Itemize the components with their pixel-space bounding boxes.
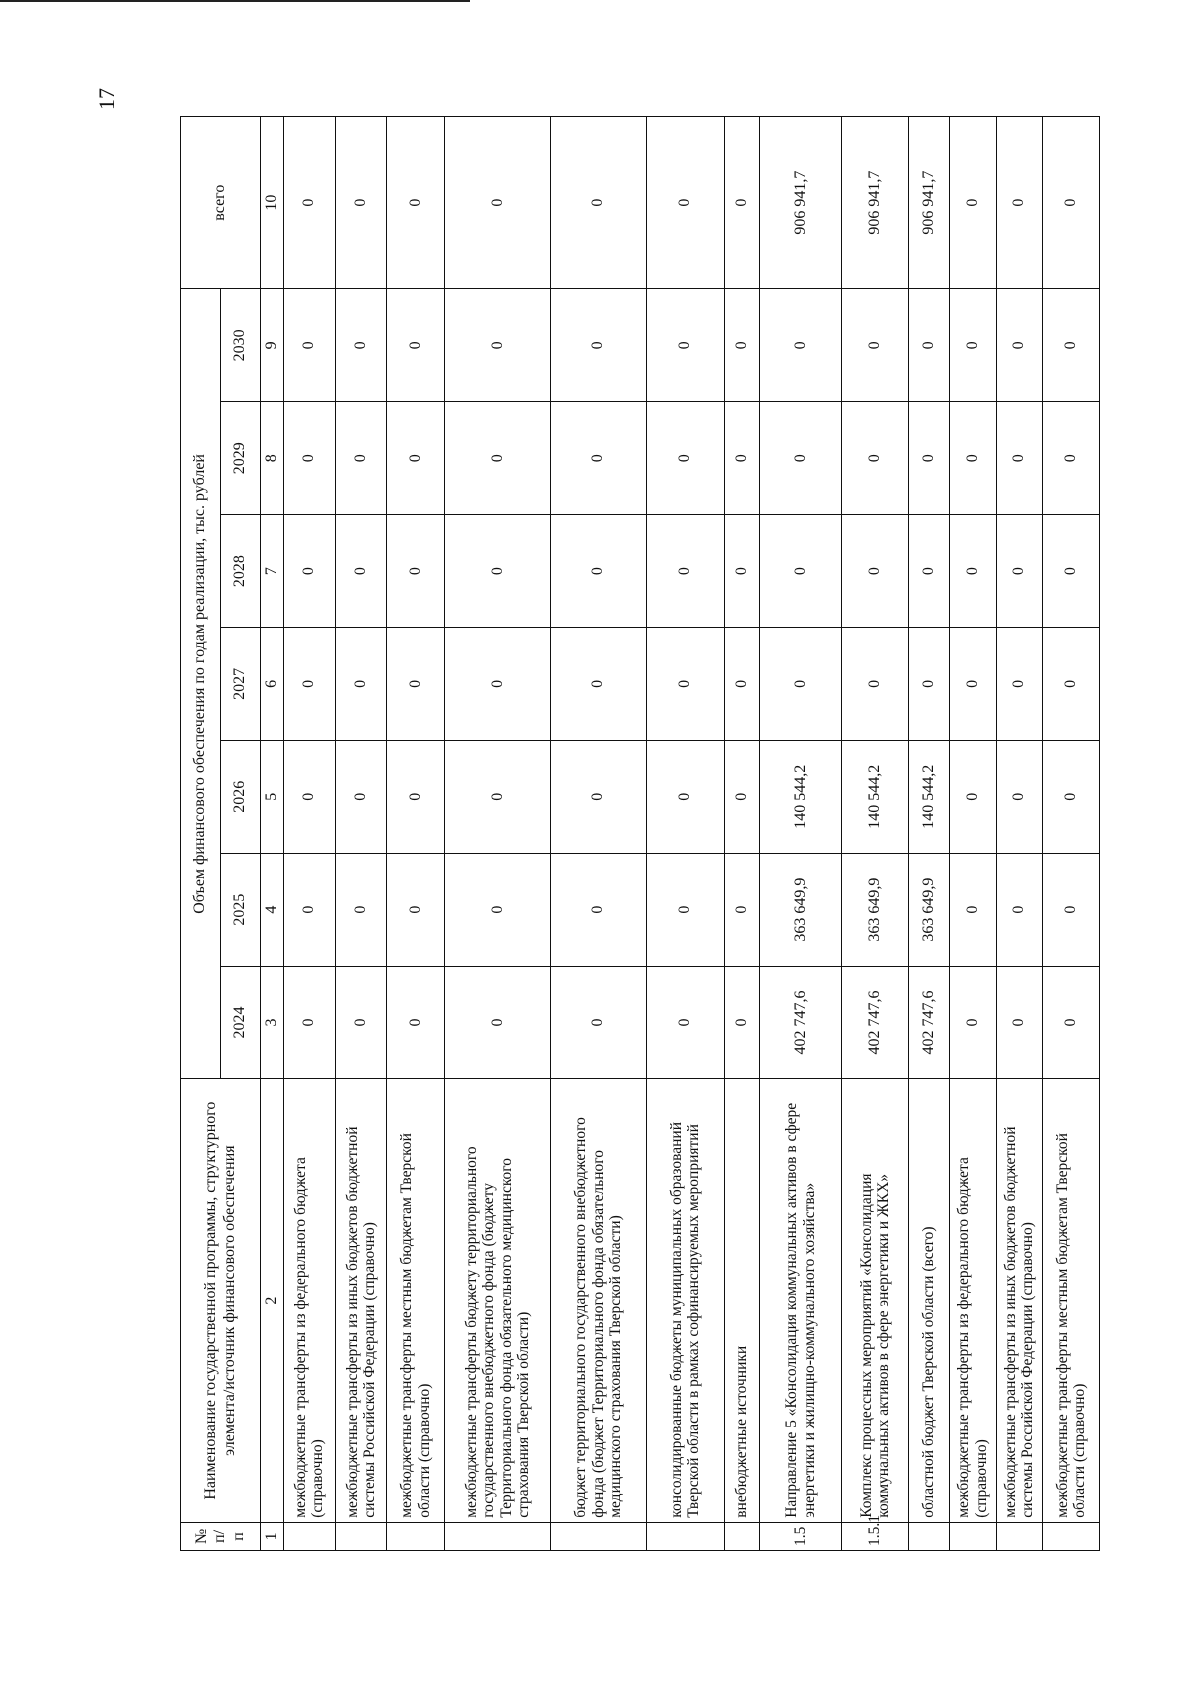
table-row xyxy=(759,117,842,1551)
row-name: межбюджетные трансферты местным бюджетам Тверской области (справочно) xyxy=(387,1079,445,1522)
row-name: межбюджетные трансферты из иных бюджетов бюджетной системы Российской Федерации (справочно) xyxy=(996,1079,1043,1522)
table-row xyxy=(550,117,646,1551)
row-value: 0 xyxy=(335,853,387,966)
scan-edge-line xyxy=(0,0,470,2)
row-name: межбюджетные трансферты из федерального бюджета (справочно) xyxy=(949,1079,996,1522)
row-value: 0 xyxy=(996,740,1043,853)
header-name: Наименование государственной программы, структурного элемента/источник финансового обеспечения xyxy=(181,1079,261,1522)
row-value: 0 xyxy=(387,627,445,740)
row-name: Направление 5 «Консолидация коммунальных активов в сфере энергетики и жилищно-коммунального хозяйства» xyxy=(759,1079,842,1522)
row-value: 0 xyxy=(842,402,908,515)
table-row xyxy=(842,117,908,1551)
row-total: 0 xyxy=(335,117,387,289)
row-value: 0 xyxy=(387,853,445,966)
row-value: 0 xyxy=(724,740,759,853)
row-value: 0 xyxy=(842,515,908,628)
row-value: 0 xyxy=(335,627,387,740)
row-value: 0 xyxy=(1043,853,1100,966)
row-value: 0 xyxy=(996,627,1043,740)
row-value: 0 xyxy=(949,740,996,853)
row-value: 0 xyxy=(335,740,387,853)
row-value: 0 xyxy=(724,515,759,628)
row-value: 0 xyxy=(949,402,996,515)
row-value: 0 xyxy=(284,853,336,966)
table-row xyxy=(908,117,949,1551)
column-number: 1 xyxy=(261,1522,284,1550)
row-value: 0 xyxy=(284,289,336,402)
row-total: 906 941,7 xyxy=(842,117,908,289)
row-value: 0 xyxy=(996,515,1043,628)
row-value: 0 xyxy=(908,515,949,628)
row-value: 0 xyxy=(445,289,550,402)
row-name: областной бюджет Тверской области (всего) xyxy=(908,1079,949,1522)
column-number: 10 xyxy=(261,117,284,289)
table-row xyxy=(949,117,996,1551)
row-value: 140 544,2 xyxy=(842,740,908,853)
column-number: 6 xyxy=(261,627,284,740)
row-value: 0 xyxy=(647,289,725,402)
row-value: 140 544,2 xyxy=(759,740,842,853)
row-name: внебюджетные источники xyxy=(724,1079,759,1522)
row-value: 0 xyxy=(387,289,445,402)
row-num: 1.5.1 xyxy=(842,1522,908,1550)
row-value: 363 649,9 xyxy=(759,853,842,966)
row-value: 0 xyxy=(445,966,550,1079)
row-value: 0 xyxy=(908,289,949,402)
row-total: 906 941,7 xyxy=(759,117,842,289)
row-value: 0 xyxy=(284,515,336,628)
row-value: 0 xyxy=(387,966,445,1079)
row-name: межбюджетные трансферты бюджету территориального государственного внебюджетного фонда (бюджету Территориального фонда обязательного медицинского страхования Тверской области) xyxy=(445,1079,550,1522)
row-value: 0 xyxy=(759,627,842,740)
row-value: 0 xyxy=(724,853,759,966)
row-num: 1.5 xyxy=(759,1522,842,1550)
row-num xyxy=(1043,1522,1100,1550)
row-value: 0 xyxy=(550,853,646,966)
row-name: бюджет территориального государственного внебюджетного фонда (бюджет Территориального фонда обязательного медицинского страхования Тверской области) xyxy=(550,1079,646,1522)
row-num xyxy=(335,1522,387,1550)
row-value: 0 xyxy=(908,402,949,515)
row-value: 363 649,9 xyxy=(908,853,949,966)
column-number: 9 xyxy=(261,289,284,402)
row-value: 0 xyxy=(1043,740,1100,853)
column-number-row xyxy=(261,117,284,1551)
row-value: 0 xyxy=(335,966,387,1079)
row-value: 0 xyxy=(949,627,996,740)
row-value: 0 xyxy=(724,402,759,515)
row-value: 363 649,9 xyxy=(842,853,908,966)
row-value: 0 xyxy=(445,627,550,740)
header-funding: Объем финансового обеспечения по годам реализации, тыс. рублей xyxy=(181,289,221,1079)
row-value: 0 xyxy=(335,402,387,515)
row-total: 906 941,7 xyxy=(908,117,949,289)
page-number: 17 xyxy=(94,88,119,110)
row-value: 0 xyxy=(759,402,842,515)
table-row xyxy=(647,117,725,1551)
row-value: 0 xyxy=(1043,289,1100,402)
row-value: 0 xyxy=(445,402,550,515)
row-value: 0 xyxy=(724,966,759,1079)
column-number: 4 xyxy=(261,853,284,966)
row-total: 0 xyxy=(996,117,1043,289)
row-value: 0 xyxy=(949,515,996,628)
row-value: 0 xyxy=(335,289,387,402)
row-num xyxy=(949,1522,996,1550)
row-name: межбюджетные трансферты местным бюджетам Тверской области (справочно) xyxy=(1043,1079,1100,1522)
column-number: 8 xyxy=(261,402,284,515)
row-value: 0 xyxy=(647,853,725,966)
row-num xyxy=(445,1522,550,1550)
row-value: 0 xyxy=(445,515,550,628)
row-num xyxy=(908,1522,949,1550)
column-number: 2 xyxy=(261,1079,284,1522)
row-value: 0 xyxy=(550,627,646,740)
row-value: 0 xyxy=(550,740,646,853)
column-number: 5 xyxy=(261,740,284,853)
row-value: 0 xyxy=(1043,515,1100,628)
row-value: 0 xyxy=(842,289,908,402)
row-value: 0 xyxy=(550,402,646,515)
row-value: 0 xyxy=(759,515,842,628)
row-num xyxy=(724,1522,759,1550)
table-row xyxy=(335,117,387,1551)
row-value: 0 xyxy=(724,289,759,402)
row-num xyxy=(284,1522,336,1550)
header-year: 2024 xyxy=(221,966,261,1079)
financing-table xyxy=(180,116,1100,1551)
row-value: 0 xyxy=(550,515,646,628)
row-value: 0 xyxy=(996,402,1043,515)
row-value: 0 xyxy=(284,402,336,515)
row-total: 0 xyxy=(647,117,725,289)
row-value: 402 747,6 xyxy=(759,966,842,1079)
row-value: 402 747,6 xyxy=(842,966,908,1079)
row-total: 0 xyxy=(724,117,759,289)
row-value: 0 xyxy=(1043,627,1100,740)
row-value: 0 xyxy=(949,966,996,1079)
row-value: 0 xyxy=(647,966,725,1079)
row-value: 0 xyxy=(996,289,1043,402)
row-name: Комплекс процессных мероприятий «Консолидация коммунальных активов в сфере энергетики и ЖКХ» xyxy=(842,1079,908,1522)
table-row xyxy=(996,117,1043,1551)
row-value: 0 xyxy=(550,289,646,402)
row-value: 0 xyxy=(387,402,445,515)
row-value: 0 xyxy=(284,740,336,853)
row-value: 0 xyxy=(387,515,445,628)
header-year: 2025 xyxy=(221,853,261,966)
row-num xyxy=(996,1522,1043,1550)
row-value: 0 xyxy=(445,853,550,966)
row-total: 0 xyxy=(949,117,996,289)
header-year: 2030 xyxy=(221,289,261,402)
row-num xyxy=(647,1522,725,1550)
row-name: межбюджетные трансферты из федерального бюджета (справочно) xyxy=(284,1079,336,1522)
row-value: 0 xyxy=(387,740,445,853)
rotated-table-wrapper xyxy=(180,116,1100,1551)
header-total: всего xyxy=(181,117,261,289)
header-year: 2029 xyxy=(221,402,261,515)
row-value: 0 xyxy=(647,740,725,853)
row-value: 0 xyxy=(647,627,725,740)
row-total: 0 xyxy=(445,117,550,289)
row-value: 0 xyxy=(647,515,725,628)
row-total: 0 xyxy=(284,117,336,289)
row-value: 0 xyxy=(996,966,1043,1079)
row-value: 0 xyxy=(949,853,996,966)
header-row-1 xyxy=(181,117,221,1551)
table-row xyxy=(284,117,336,1551)
row-value: 0 xyxy=(284,966,336,1079)
row-num xyxy=(550,1522,646,1550)
row-value: 0 xyxy=(842,627,908,740)
row-value: 0 xyxy=(550,966,646,1079)
row-value: 0 xyxy=(1043,966,1100,1079)
header-year: 2026 xyxy=(221,740,261,853)
row-value: 0 xyxy=(759,289,842,402)
row-value: 0 xyxy=(908,627,949,740)
header-year: 2028 xyxy=(221,515,261,628)
row-value: 402 747,6 xyxy=(908,966,949,1079)
row-value: 0 xyxy=(335,515,387,628)
table-row xyxy=(1043,117,1100,1551)
row-name: межбюджетные трансферты из иных бюджетов бюджетной системы Российской Федерации (справочно) xyxy=(335,1079,387,1522)
table-row xyxy=(724,117,759,1551)
row-value: 0 xyxy=(949,289,996,402)
row-name: консолидированные бюджеты муниципальных образований Тверской области в рамках софинансируемых мероприятий xyxy=(647,1079,725,1522)
row-value: 140 544,2 xyxy=(908,740,949,853)
row-total: 0 xyxy=(1043,117,1100,289)
row-value: 0 xyxy=(996,853,1043,966)
table-row xyxy=(387,117,445,1551)
row-value: 0 xyxy=(1043,402,1100,515)
row-num xyxy=(387,1522,445,1550)
header-year: 2027 xyxy=(221,627,261,740)
row-value: 0 xyxy=(445,740,550,853)
column-number: 3 xyxy=(261,966,284,1079)
row-value: 0 xyxy=(724,627,759,740)
row-value: 0 xyxy=(284,627,336,740)
row-total: 0 xyxy=(550,117,646,289)
column-number: 7 xyxy=(261,515,284,628)
table-row xyxy=(445,117,550,1551)
header-num: № п/п xyxy=(181,1522,261,1550)
row-value: 0 xyxy=(647,402,725,515)
row-total: 0 xyxy=(387,117,445,289)
